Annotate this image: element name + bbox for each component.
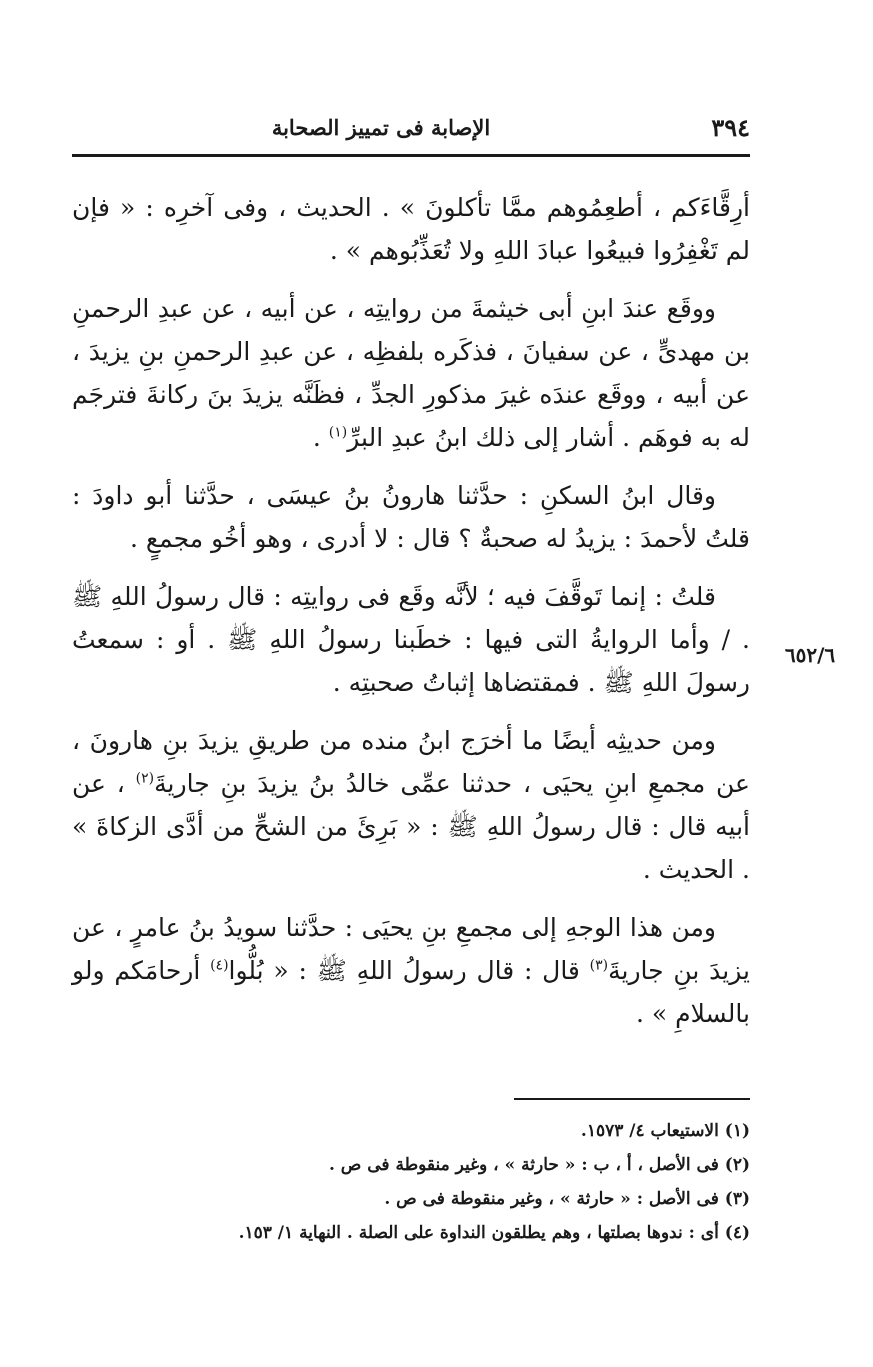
page-header: [72, 110, 750, 146]
paragraph-4-text: قلتُ : إنما تَوقَّفَ فيه ؛ لأنَّه وقَع فى روايتِه : قال رسولُ اللهِ ﷺ . / وأما الروايةُ التى فيها : خطَبنا رسولُ اللهِ ﷺ . أو : سمعتُ رسولَ اللهِ ﷺ . فمقتضاها إثباتُ صحبتِه .: [72, 582, 750, 697]
paragraph-2-text: ووقَع عندَ ابنِ أبى خيثمةَ من روايتِه ، عن أبيه ، عن عبدِ الرحمنِ بن مهدىٍّ ، عن سفيانَ ، فذكَره بلفظِه ، عن عبدِ الرحمنِ بنِ يزيدَ ، عن أبيه ، ووقَع عندَه غيرَ مذكورِ الجدِّ ، فظَنَّه يزيدَ بنَ ركانةَ فترجَم له به فوهَم . أشار إلى ذلك ابنُ عبدِ البرِّ: [72, 294, 750, 452]
footnote-3: (٣) فى الأصل : « حارثة » ، وغير منقوطة فى ص .: [384, 1189, 750, 1209]
footnote-4: (٤) أى : ندوها بصلتها ، وهم يطلقون النداوة على الصلة . النهاية ١/ ١٥٣.: [238, 1223, 750, 1243]
footnote-marker-3: (٣): [589, 957, 609, 974]
footnote-marker-2: (٢): [135, 770, 155, 787]
paragraph-6-end: أرحامَكم ولو بالسلامِ » .: [72, 956, 750, 1028]
paragraph-5: [72, 719, 750, 891]
footnote-2: (٢) فى الأصل ، أ ، ب : « حارثة » ، وغير منقوطة فى ص .: [328, 1155, 750, 1175]
margin-page-reference: ٦٥٢/٦: [784, 643, 836, 667]
footnote-marker-4: (٤): [210, 957, 229, 974]
page-number: ٣٩٤: [711, 113, 750, 142]
paragraph-6-text: ومن هذا الوجهِ إلى مجمعِ بنِ يحيَى : حدَّثنا سويدُ بنُ عامرٍ ، عن يزيدَ بنِ جاريةَ: [72, 913, 750, 985]
header-divider: [72, 154, 750, 157]
paragraph-6-mid: قال : قال رسولُ اللهِ ﷺ : « بُلُّوا: [228, 956, 590, 985]
footnote-marker-1: (١): [328, 424, 348, 441]
footnotes: [72, 1114, 750, 1250]
running-title: الإصابة فى تمييز الصحابة: [271, 115, 491, 140]
paragraph-3-text: وقال ابنُ السكنِ : حدَّثنا هارونُ بنُ عيسَى ، حدَّثنا أبو داودَ : قلتُ لأحمدَ : يزيدُ له صحبةٌ ؟ قال : لا أدرى ، وهو أخُو مجمعٍ .: [72, 481, 750, 553]
paragraph-1-text: أرِقَّاءَكم ، أطعِمُوهم ممَّا تأكلونَ » . الحديث ، وفى آخرِه : « فإن لم تَغْفِرُوا فبيعُوا عبادَ اللهِ ولا تُعَذِّبُوهم » .: [72, 193, 750, 265]
paragraph-4: [72, 575, 750, 704]
paragraph-6: [72, 906, 750, 1035]
paragraph-5-rest: ، عن أبيه قال : قال رسولُ اللهِ ﷺ : « بَرِئَ من الشحِّ من أدَّى الزكاةَ » . الحديث .: [72, 769, 750, 884]
footnote-divider: [514, 1098, 750, 1100]
paragraph-2-end: .: [312, 423, 329, 452]
paragraph-5-text: ومن حديثِه أيضًا ما أخرَج ابنُ منده من طريقِ يزيدَ بنِ هارونَ ، عن مجمعِ ابنِ يحيَى ، حدثنا عمِّى خالدُ بنُ يزيدَ بنِ جاريةَ: [72, 726, 750, 798]
paragraph-1: [72, 186, 750, 272]
footnote-1: (١) الاستيعاب ٤/ ١٥٧٣.: [580, 1121, 750, 1141]
paragraph-3: [72, 474, 750, 560]
main-text: [72, 186, 750, 1050]
paragraph-2: [72, 287, 750, 459]
